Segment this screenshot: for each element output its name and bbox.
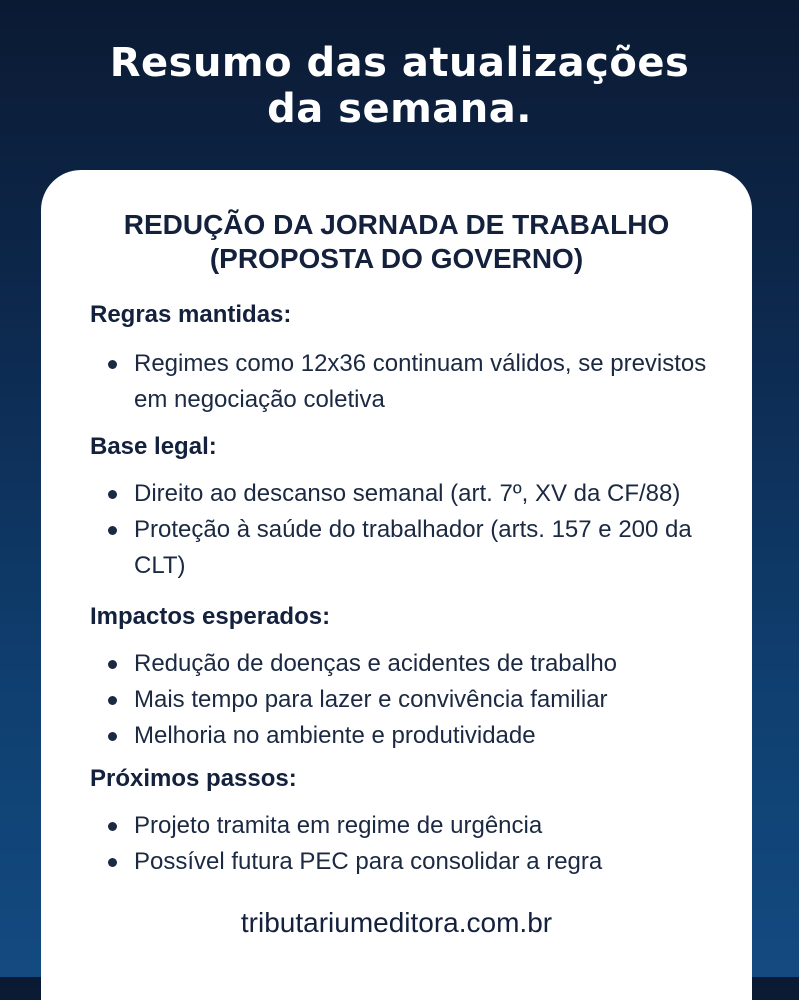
list-item — [90, 476, 740, 512]
list-item — [90, 646, 740, 682]
card-title-line-2: (PROPOSTA DO GOVERNO) — [209, 243, 584, 274]
bullet-icon — [108, 732, 117, 741]
bullet-icon — [108, 696, 117, 705]
list-proximos — [90, 808, 740, 880]
bullet-icon — [108, 526, 117, 535]
headline-line-1: Resumo das atualizações — [109, 40, 690, 86]
bullet-icon — [108, 822, 117, 831]
list-item-text: Direito ao descanso semanal (art. 7º, XV da CF/88) — [134, 480, 681, 507]
list-impactos — [90, 646, 740, 754]
headline-line-2: da semana. — [267, 86, 532, 132]
bullet-icon — [108, 858, 117, 867]
list-item — [90, 682, 740, 718]
card-content — [90, 300, 740, 880]
card-title-line-1: REDUÇÃO DA JORNADA DE TRABALHO — [123, 209, 670, 240]
list-item-text: Proteção à saúde do trabalhador (arts. 157 e 200 da CLT) — [134, 516, 692, 579]
section-title-regras: Regras mantidas: — [90, 301, 292, 328]
list-item-text: Mais tempo para lazer e convivência familiar — [134, 686, 608, 713]
bullet-icon — [108, 660, 117, 669]
list-item — [90, 844, 740, 880]
list-base-legal — [90, 476, 740, 584]
footer-website[interactable]: tributariumeditora.com.br — [240, 907, 553, 938]
list-item — [90, 718, 740, 754]
list-item — [90, 346, 740, 418]
section-title-base-legal: Base legal: — [90, 433, 217, 460]
list-regras — [90, 346, 740, 418]
list-item-text: Melhoria no ambiente e produtividade — [134, 722, 536, 749]
list-item — [90, 512, 740, 584]
list-item-text: Regimes como 12x36 continuam válidos, se previstos em negociação coletiva — [134, 350, 707, 413]
list-item-text: Possível futura PEC para consolidar a regra — [134, 848, 603, 875]
content-card — [41, 170, 752, 1000]
list-item-text: Projeto tramita em regime de urgência — [134, 812, 543, 839]
headline — [0, 40, 799, 132]
list-item-text: Redução de doenças e acidentes de trabalho — [134, 650, 618, 677]
card-title — [41, 208, 752, 276]
bullet-icon — [108, 490, 117, 499]
bullet-icon — [108, 360, 117, 369]
list-item — [90, 808, 740, 844]
section-title-proximos: Próximos passos: — [90, 765, 297, 792]
section-title-impactos: Impactos esperados: — [90, 603, 331, 630]
